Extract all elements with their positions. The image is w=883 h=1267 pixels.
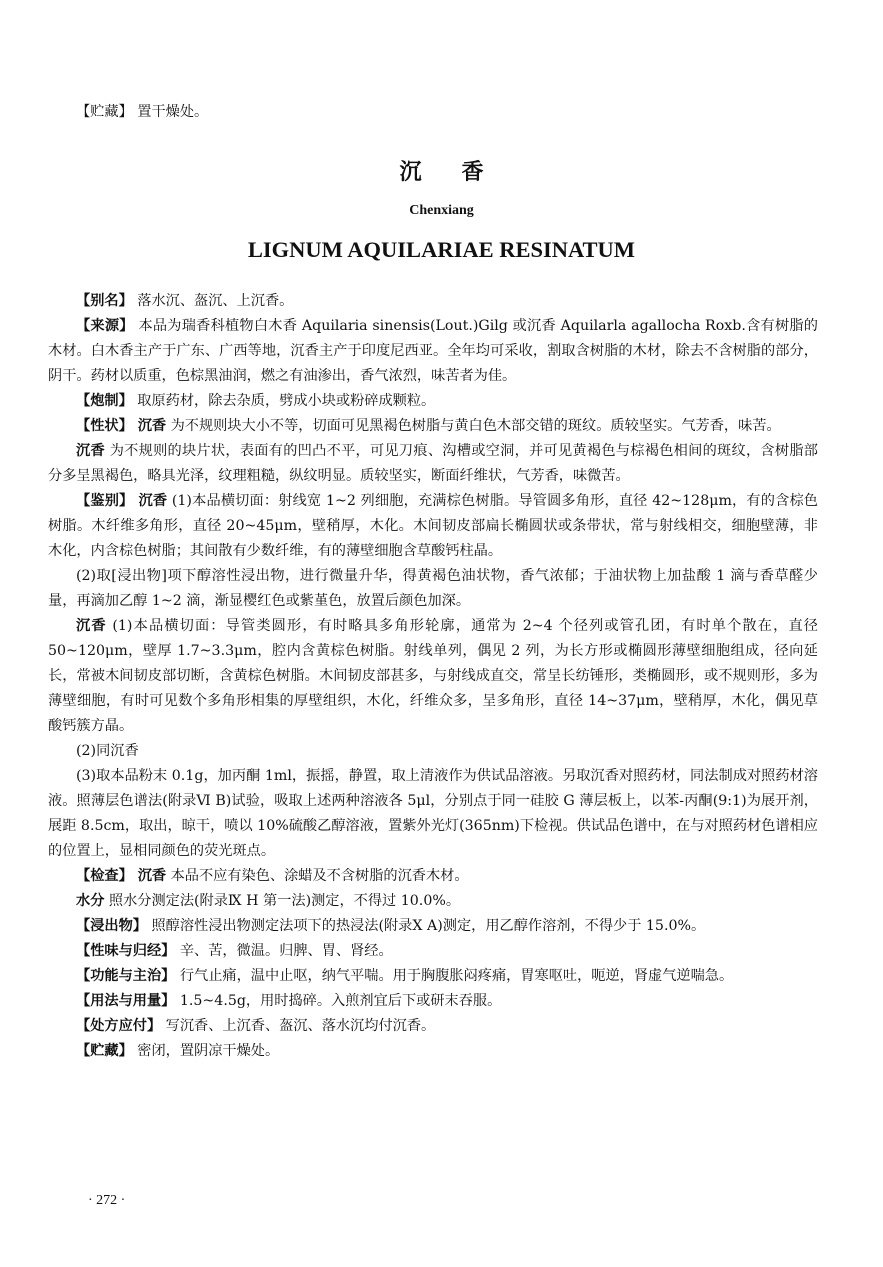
section-nature-meridian: 【性味与归经】 辛、苦，微温。归脾、胃、肾经。 bbox=[76, 943, 393, 959]
section-usage-dosage: 【用法与用量】 1.5~4.5g，用时捣碎。入煎剂宜后下或研末吞服。 bbox=[76, 993, 502, 1009]
entry-title-pinyin: Chenxiang bbox=[409, 203, 474, 218]
identification-imported-item-2: (2)同沉香 bbox=[76, 743, 139, 759]
inspection-moisture: 水分 照水分测定法(附录Ⅸ H 第一法)测定，不得过 10.0%。 bbox=[76, 893, 461, 909]
section-inspection: 【检查】 沉香 本品不应有染色、涂蜡及不含树脂的沉香木材。 bbox=[76, 868, 469, 884]
page-number: · 272 · bbox=[88, 1193, 126, 1208]
section-alias: 【别名】 落水沉、盔沉、上沉香。 bbox=[76, 293, 294, 309]
section-identification: 【鉴别】 沉香 (1)本品横切面：射线宽 1~2 列细胞，充满棕色树脂。导管圆多角形，直径 42~128μm，有的含棕色树脂。木纤维多角形，直径 20~45μm，壁稍厚，木化。木间韧皮部扁长椭圆状或条带状，常与射线相交，细胞壁薄，非木化，内含棕色树脂；其间散有少数纤维，有的薄壁细胞含草酸钙柱晶。 bbox=[48, 493, 818, 559]
section-characteristics-imported: 沉香 为不规则的块片状，表面有的凹凸不平，可见刀痕、沟槽或空洞，并可见黄褐色与棕褐色相间的斑纹，含树脂部分多呈黑褐色，略具光泽，纹理粗糙，纵纹明显。质较坚实，断面纤维状，气芳香，味微苦。 bbox=[48, 443, 818, 484]
section-storage: 【贮藏】 密闭，置阴凉干燥处。 bbox=[76, 1043, 280, 1059]
identification-item-2: (2)取[浸出物]项下醇溶性浸出物，进行微量升华，得黄褐色油状物，香气浓郁；于油状物上加盐酸 1 滴与香草醛少量，再滴加乙醇 1~2 滴，渐显樱红色或紫堇色，放置后颜色加深。 bbox=[48, 568, 818, 609]
identification-imported-item-3: (3)取本品粉末 0.1g，加丙酮 1ml，振摇，静置，取上清液作为供试品溶液。另取沉香对照药材，同法制成对照药材溶液。照薄层色谱法(附录Ⅵ B)试验，吸取上述两种溶液各 5μl，分别点于同一硅胶 G 薄层板上，以苯-丙酮(9:1)为展开剂，展距 8.5cm，取出，晾干，喷以 10%硫酸乙醇溶液，置紫外光灯(365nm)下检视。供试品色谱中，在与对照药材色谱相应的位置上，显相同颜色的荧光斑点。 bbox=[48, 768, 818, 859]
section-characteristics: 【性状】 沉香 为不规则块大小不等，切面可见黑褐色树脂与黄白色木部交错的斑纹。质较坚实。气芳香，味苦。 bbox=[76, 418, 781, 434]
entry-title-chinese: 沉香 bbox=[399, 159, 524, 185]
identification-imported: 沉香 (1)本品横切面：导管类圆形，有时略具多角形轮廓，通常为 2~4 个径列或管孔团，有时单个散在，直径 50~120μm，壁厚 1.7~3.3μm，腔内含黄棕色树脂。射线单列，偶见 2 列，为长方形或椭圆形薄壁细胞组成，径向延长，常被木间韧皮部切断，含黄棕色树脂。木间韧皮部甚多，与射线成直交，常呈长纺锤形，类椭圆形，或不规则形，多为薄壁细胞，有时可见数个多角形相集的厚壁组织，木化，纤维众多，呈多角形，直径 14~37μm，壁稍厚，木化，偶见草酸钙簇方晶。 bbox=[48, 618, 818, 734]
previous-entry-storage: 【贮藏】 置干燥处。 bbox=[76, 104, 209, 120]
section-prescription: 【处方应付】 写沉香、上沉香、盔沉、落水沉均付沉香。 bbox=[76, 1018, 436, 1034]
section-function-indication: 【功能与主治】 行气止痛，温中止呕，纳气平喘。用于胸腹胀闷疼痛，胃寒呕吐，呃逆，肾虚气逆喘急。 bbox=[76, 968, 734, 984]
entry-body bbox=[48, 289, 818, 1064]
section-processing: 【炮制】 取原药材，除去杂质，劈成小块或粉碎成颗粒。 bbox=[76, 393, 436, 409]
section-extract: 【浸出物】 照醇溶性浸出物测定法项下的热浸法(附录Ⅹ A)测定，用乙醇作溶剂，不得少于 15.0%。 bbox=[76, 918, 706, 934]
entry-title-latin: LIGNUM AQUILARIAE RESINATUM bbox=[247, 237, 636, 262]
section-source: 【来源】 本品为瑞香科植物白木香 Aquilaria sinensis(Lout.)Gilg 或沉香 Aquilarla agallocha Roxb.含有树脂的木材。白木香主产于广东、广西等地，沉香主产于印度尼西亚。全年均可采收，割取含树脂的木材，除去不含树脂的部分，阴干。药材以质重，色棕黑油润，燃之有油渗出，香气浓烈，味苦者为佳。 bbox=[48, 318, 818, 384]
